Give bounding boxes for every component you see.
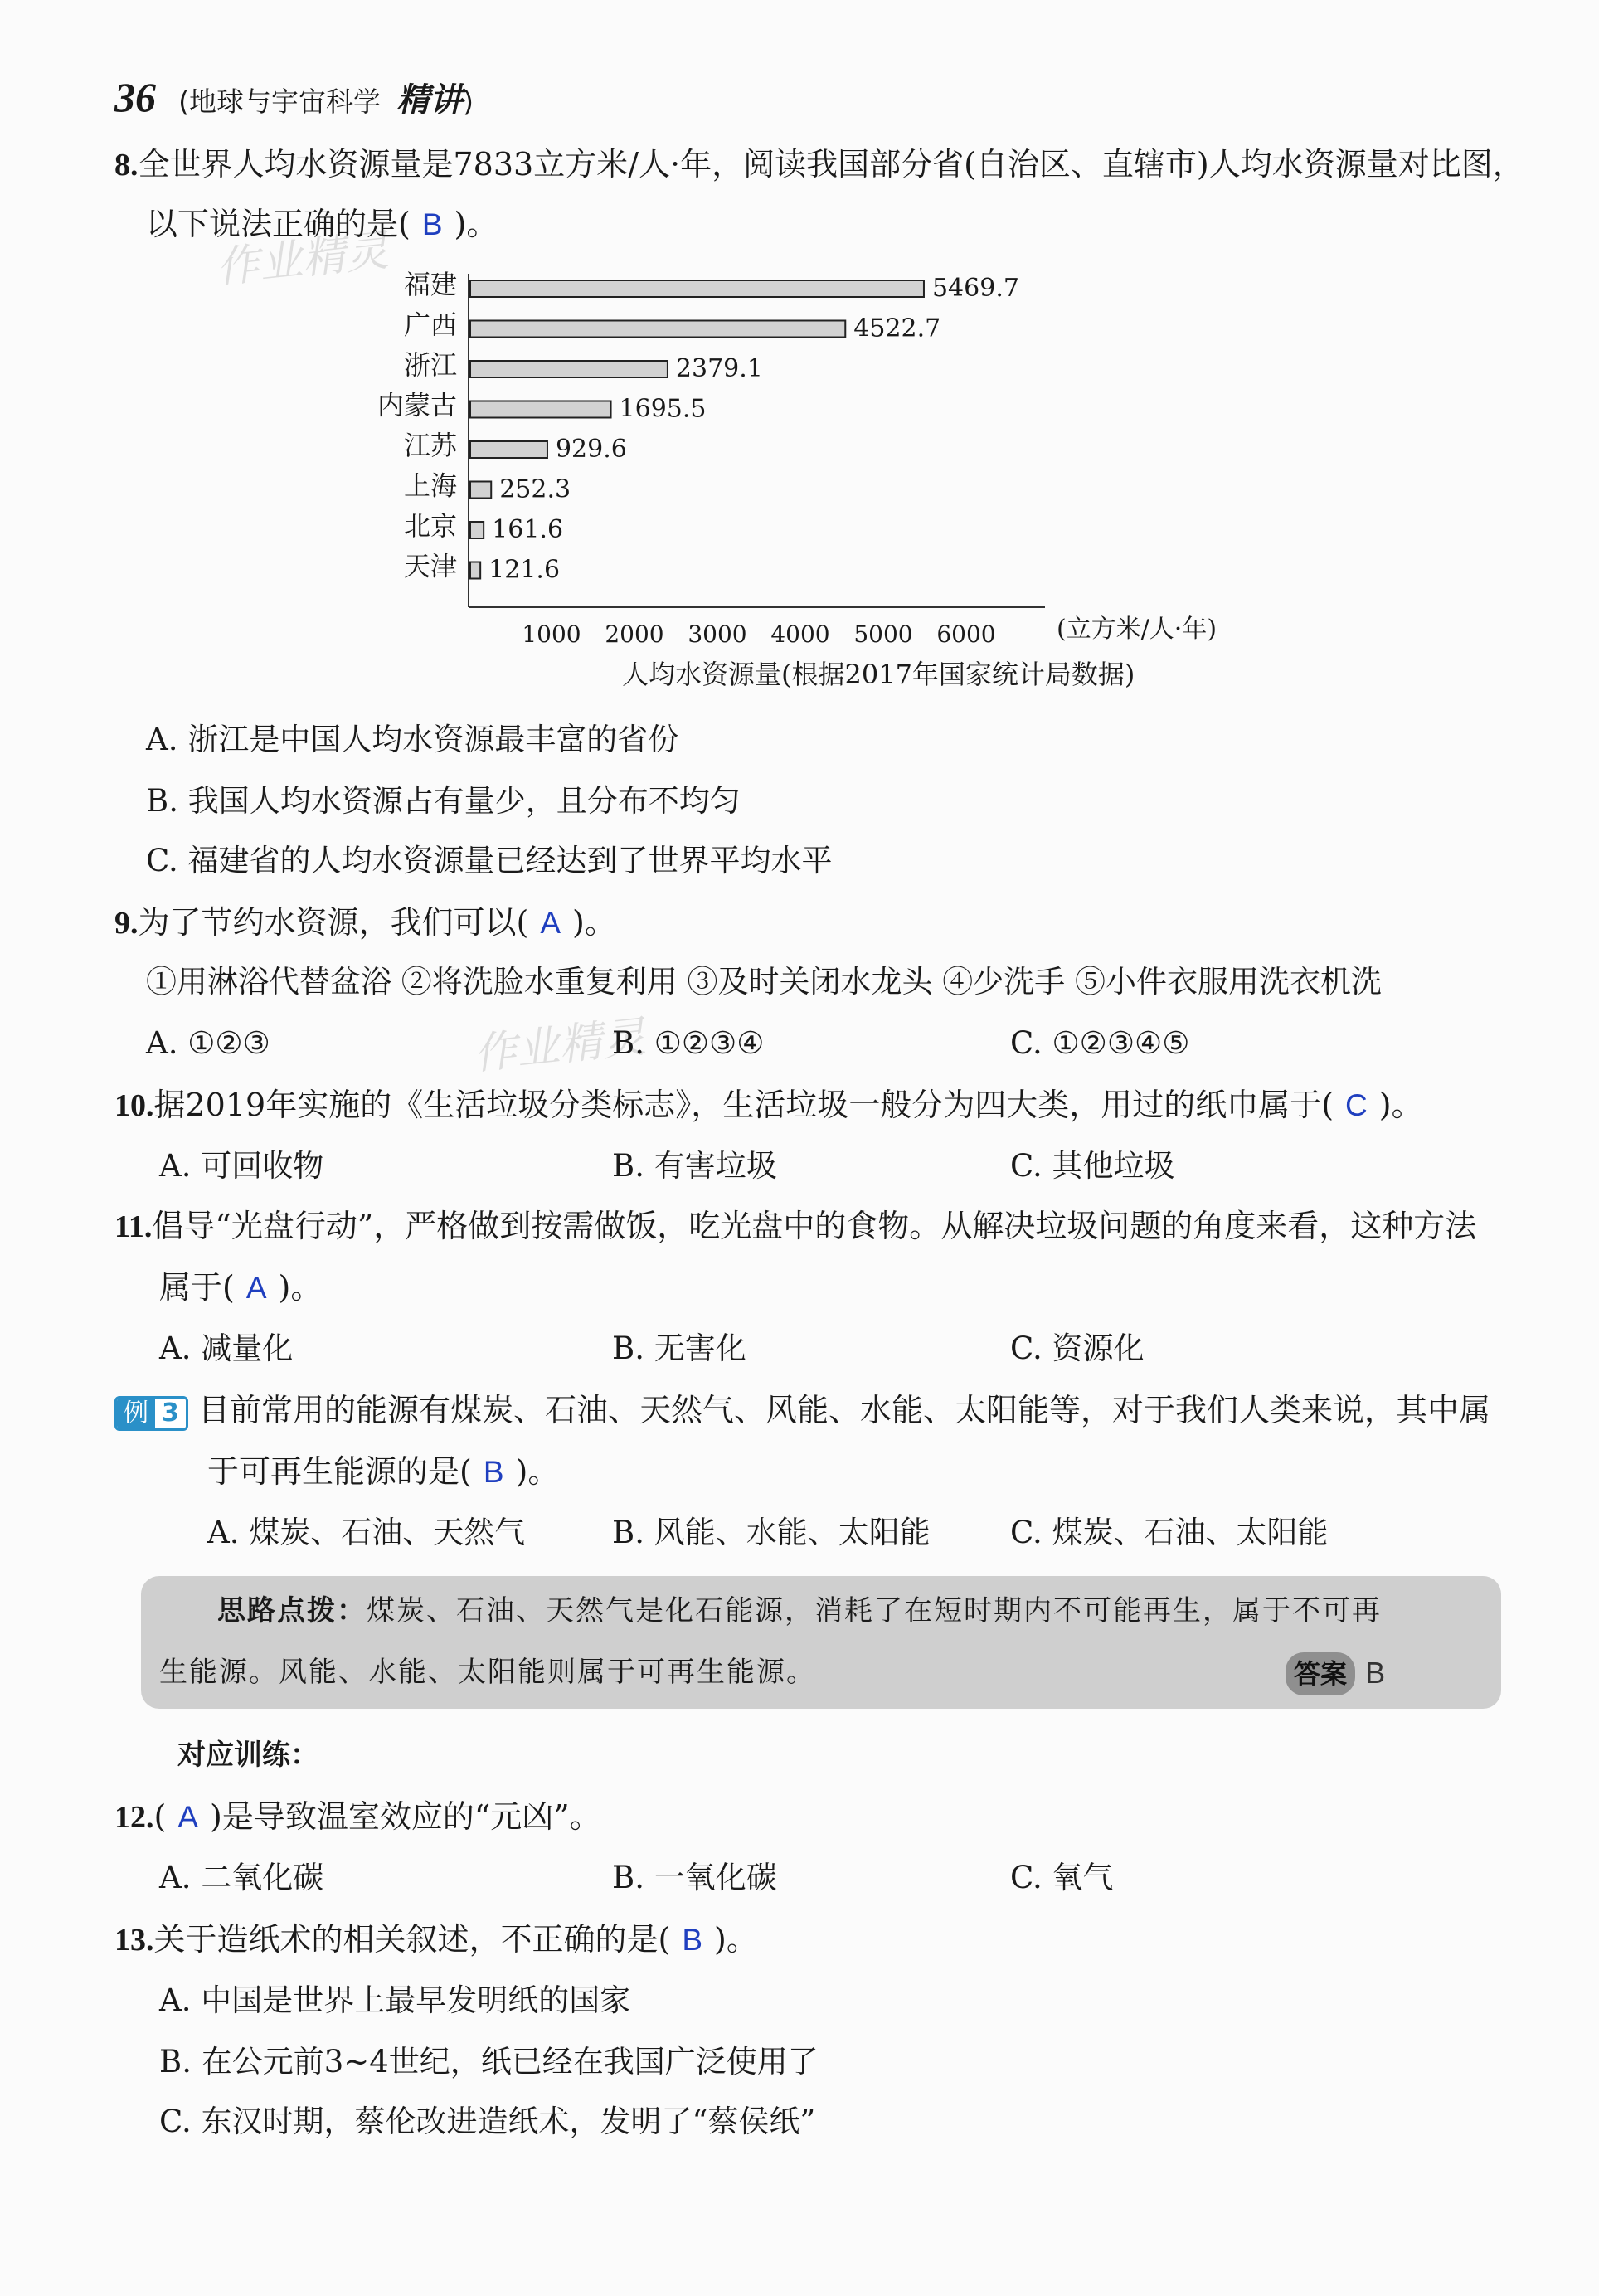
answer-mark: B [483,1455,504,1489]
option-c: C. ①②③④⑤ [1010,1025,1190,1061]
answer-mark: A [540,906,561,940]
tip-line1: 思路点拨：煤炭、石油、天然气是化石能源，消耗了在短时期内不可能再生，属于不可再 [217,1594,1382,1627]
question-9: 9.为了节约水资源，我们可以( A )。 [114,904,616,941]
bar [470,321,845,338]
example-3-line1: 例 3 目前常用的能源有煤炭、石油、天然气、风能、水能、太阳能等，对于我们人类来说，其中属 [114,1389,1490,1432]
book-title: 地球与宇宙科学 [188,85,381,118]
option-b: B. 我国人均水资源占有量少，且分布不均匀 [146,783,741,819]
category-label: 浙江 [403,349,457,381]
bar [470,441,547,458]
answer-mark: B [421,207,443,241]
x-axis-unit: (立方米/人·年) [1057,615,1217,644]
bar [470,401,611,418]
option-a: A. 煤炭、石油、天然气 [207,1515,526,1550]
page-header: 36 (地球与宇宙科学 精讲) [114,74,474,120]
example-3-line2: 于可再生能源的是( B )。 [207,1453,560,1490]
value-label: 1695.5 [619,394,707,424]
value-label: 2379.1 [675,354,763,383]
answer-mark: C [1345,1088,1368,1122]
question-9-items: ①用淋浴代替盆浴 ②将洗脸水重复利用 ③及时关闭水龙头 ④少洗手 ⑤小件衣服用洗衣机洗 [146,964,1383,1000]
value-label: 121.6 [488,555,561,585]
option-a: A. 可回收物 [159,1148,324,1184]
category-label: 上海 [403,469,457,502]
answer-mark: B [682,1923,703,1957]
category-label: 广西 [403,309,457,341]
series-name: 精讲 [396,80,464,119]
question-10: 10.据2019年实施的《生活垃圾分类标志》，生活垃圾一般分为四大类，用过的纸巾属于( C )。 [114,1087,1423,1123]
chart-caption: 人均水资源量(根据2017年国家统计局数据) [622,659,1135,690]
question-8-line2: 以下说法正确的是( B )。 [146,206,498,242]
category-label: 福建 [403,269,457,300]
bar [470,522,484,538]
bar [470,482,491,499]
question-text: 全世界人均水资源量是7833立方米/人·年，阅读我国部分省(自治区、直辖市)人均水资源量对比图， [138,146,1524,182]
option-b: B. 有害垃圾 [612,1148,777,1184]
category-label: 北京 [403,510,457,542]
value-label: 5469.7 [931,274,1019,303]
option-b: B. ①②③④ [612,1025,765,1061]
example-tag: 例 3 [114,1396,188,1431]
x-tick-label: 2000 [605,620,664,648]
option-c: C. 煤炭、石油、太阳能 [1010,1515,1329,1550]
option-c: C. 资源化 [1010,1330,1145,1366]
watermark: 作业精灵 [471,1012,649,1080]
x-tick-label: 6000 [936,620,996,648]
tip-line2: 生能源。风能、水能、太阳能则属于可再生能源。 [159,1656,816,1689]
question-12: 12.( A )是导致温室效应的“元凶”。 [114,1798,601,1835]
answer-mark: A [177,1800,199,1834]
category-label: 天津 [403,550,457,582]
bar [470,280,924,297]
answer-badge: 答案 [1286,1652,1355,1695]
question-11-line1: 11.倡导“光盘行动”，严格做到按需做饭，吃光盘中的食物。从解决垃圾问题的角度来看，这种方法 [114,1208,1477,1244]
x-tick-label: 1000 [522,620,581,648]
bar [470,361,668,377]
value-label: 4522.7 [853,314,941,343]
option-c: C. 东汉时期，蔡伦改进造纸术，发明了“蔡侯纸” [159,2104,816,2139]
option-a: A. ①②③ [146,1025,270,1061]
tip-answer: 答案 B [1286,1651,1385,1695]
page-number: 36 [114,74,156,120]
option-c: C. 氧气 [1010,1860,1114,1895]
value-label: 161.6 [492,515,564,544]
question-number: 11. [114,1209,153,1244]
option-a: A. 二氧化碳 [159,1860,324,1895]
question-8-line1 [114,143,1524,187]
question-11-line2: 属于( A )。 [159,1269,323,1306]
option-b: B. 在公元前3~4世纪，纸已经在我国广泛使用了 [159,2044,819,2080]
x-tick-label: 5000 [853,620,913,648]
option-a: A. 减量化 [159,1330,294,1366]
question-number: 12. [114,1800,154,1835]
option-b: B. 无害化 [612,1330,746,1366]
bar [470,562,480,579]
question-number: 13. [114,1923,154,1958]
category-label: 内蒙古 [377,389,457,421]
question-13: 13.关于造纸术的相关叙述，不正确的是( B )。 [114,1921,758,1958]
practice-title: 对应训练： [177,1739,318,1772]
value-label: 252.3 [499,474,571,504]
option-c: C. 福建省的人均水资源量已经达到了世界平均水平 [146,843,833,878]
x-tick-label: 4000 [770,620,830,648]
option-a: A. 浙江是中国人均水资源最丰富的省份 [146,722,679,757]
x-tick-label: 3000 [688,620,747,648]
tip-label: 思路点拨： [217,1594,367,1627]
option-c: C. 其他垃圾 [1010,1148,1175,1184]
water-resource-bar-chart [348,265,1302,697]
watermark: 作业精灵 [214,226,391,294]
question-number: 9. [114,906,139,941]
option-a: A. 中国是世界上最早发明纸的国家 [159,1982,631,2018]
category-label: 江苏 [403,430,457,461]
answer-mark: A [245,1271,267,1305]
option-b: B. 一氧化碳 [612,1860,777,1895]
question-number: 8. [114,148,139,182]
option-b: B. 风能、水能、太阳能 [612,1515,931,1550]
value-label: 929.6 [555,435,627,464]
question-number: 10. [114,1088,154,1123]
